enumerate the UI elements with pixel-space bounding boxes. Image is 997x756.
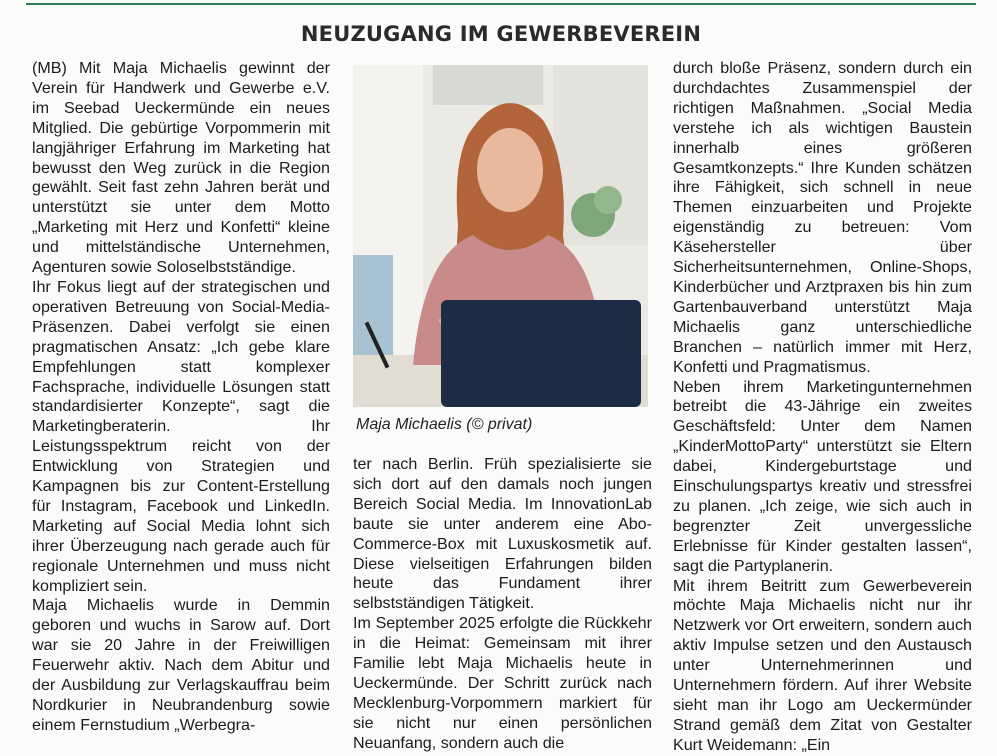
article-headline: NEUZUGANG IM GEWERBEVEREIN [300,22,702,46]
article-column-2 [353,455,652,754]
article-column-3 [673,59,972,756]
paragraph: Im September 2025 erfolgte die Rückkehr in die Heimat: Gemeinsam mit ihrer Familie lebt Maja Michaelis heute in Ueckermünde. Der Schritt zurück nach Mecklenburg-Vorpommern markiert für sie nicht nur einen persönlichen Neuanfang, sondern auch die [353,614,652,752]
portrait-photo [353,65,648,407]
top-rule [26,3,976,5]
paragraph: ter nach Berlin. Früh spezialisierte sie sich dort auf den damals noch jungen Bereich Social Media. Im InnovationLab baute sie unter anderem eine Abo-Commerce-Box mit Luxuskosmetik auf. Diese vielseitigen Erfahrungen bilden heute das Fundament ihrer selbstständigen Tätigkeit. [353,455,652,613]
paragraph: Mit ihrem Beitritt zum Gewerbeverein möchte Maja Michaelis nicht nur ihr Netzwerk vor Ort erweitern, sondern auch aktiv Impulse setzen und den Austausch unter Unternehmerinnen und Unternehmern fördern. Auf ihrer Website sieht man ihr Logo am Ueckermünder Strand gemäß dem Zitat von Gestalter Kurt Weidemann: „Ein [673,576,972,754]
paragraph: Ihr Fokus liegt auf der strategischen und operativen Betreuung von Social-Media-Präsenzen. Dabei verfolgt sie einen pragmatischen Ansatz: „Ich gebe klare Empfehlungen statt komplexer Fachsprache, individuelle Lösungen statt standardisierter Konzepte“, sagt die Marketingberaterin. Ihr Leistungsspektrum reicht von der Entwicklung von Strategien und Kampagnen bis zur Content-Erstellung für Instagram, Facebook und LinkedIn. Marketing auf Social Media lohnt sich ihrer Überzeugung nach gerade auch für regionale Unternehmen und muss nicht kompliziert sein. [32,277,330,595]
photo-caption: Maja Michaelis (© privat) [356,416,533,433]
paragraph: (MB) Mit Maja Michaelis gewinnt der Verein für Handwerk und Gewerbe e.V. im Seebad Ueckermünde ein neues Mitglied. Die gebürtige Vorpommerin mit langjähriger Erfahrung im Marketing hat bewusst den Weg zurück in die Region gewählt. Seit fast zehn Jahren berät und unterstützt sie unter dem Motto „Marketing mit Herz und Konfetti“ kleine und mittelständische Unternehmen, Agenturen sowie Soloselbstständige. [32,59,330,277]
paragraph: Neben ihrem Marketingunternehmen betreibt die 43-Jährige ein zweites Geschäftsfeld: Unter dem Namen „KinderMottoParty“ unterstützt sie Eltern dabei, Kindergeburtstage und Einschulungspartys kreativ und stressfrei zu planen. „Ich zeige, wie sich auch in begrenzter Zeit unvergessliche Erlebnisse für Kinder gestalten lassen“, sagt die Partyplanerin. [673,377,972,575]
article-column-1 [32,59,330,736]
paragraph: Maja Michaelis wurde in Demmin geboren und wuchs in Sarow auf. Dort war sie 20 Jahre in der Freiwilligen Feuerwehr aktiv. Nach dem Abitur und der Ausbildung zur Verlagskauffrau beim Nordkurier in Neubrandenburg sowie einem Fernstudium „Werbegra- [32,596,330,734]
paragraph: durch bloße Präsenz, sondern durch ein durchdachtes Zusammenspiel der richtigen Maßnahmen. „Social Media verstehe ich als wichtigen Baustein innerhalb eines größeren Gesamtkonzepts.“ Ihre Kunden schätzen ihre Fähigkeit, sich schnell in neue Themen einzuarbeiten und Projekte eigenständig zu betreuen: Vom Käsehersteller über Sicherheitsunternehmen, Online-Shops, Kinderbücher und Arztpraxen bis hin zum Gartenbauverband unterstützt Maja Michaelis ganz unterschiedliche Branchen – natürlich immer mit Herz, Konfetti und Pragmatismus. [673,59,972,376]
